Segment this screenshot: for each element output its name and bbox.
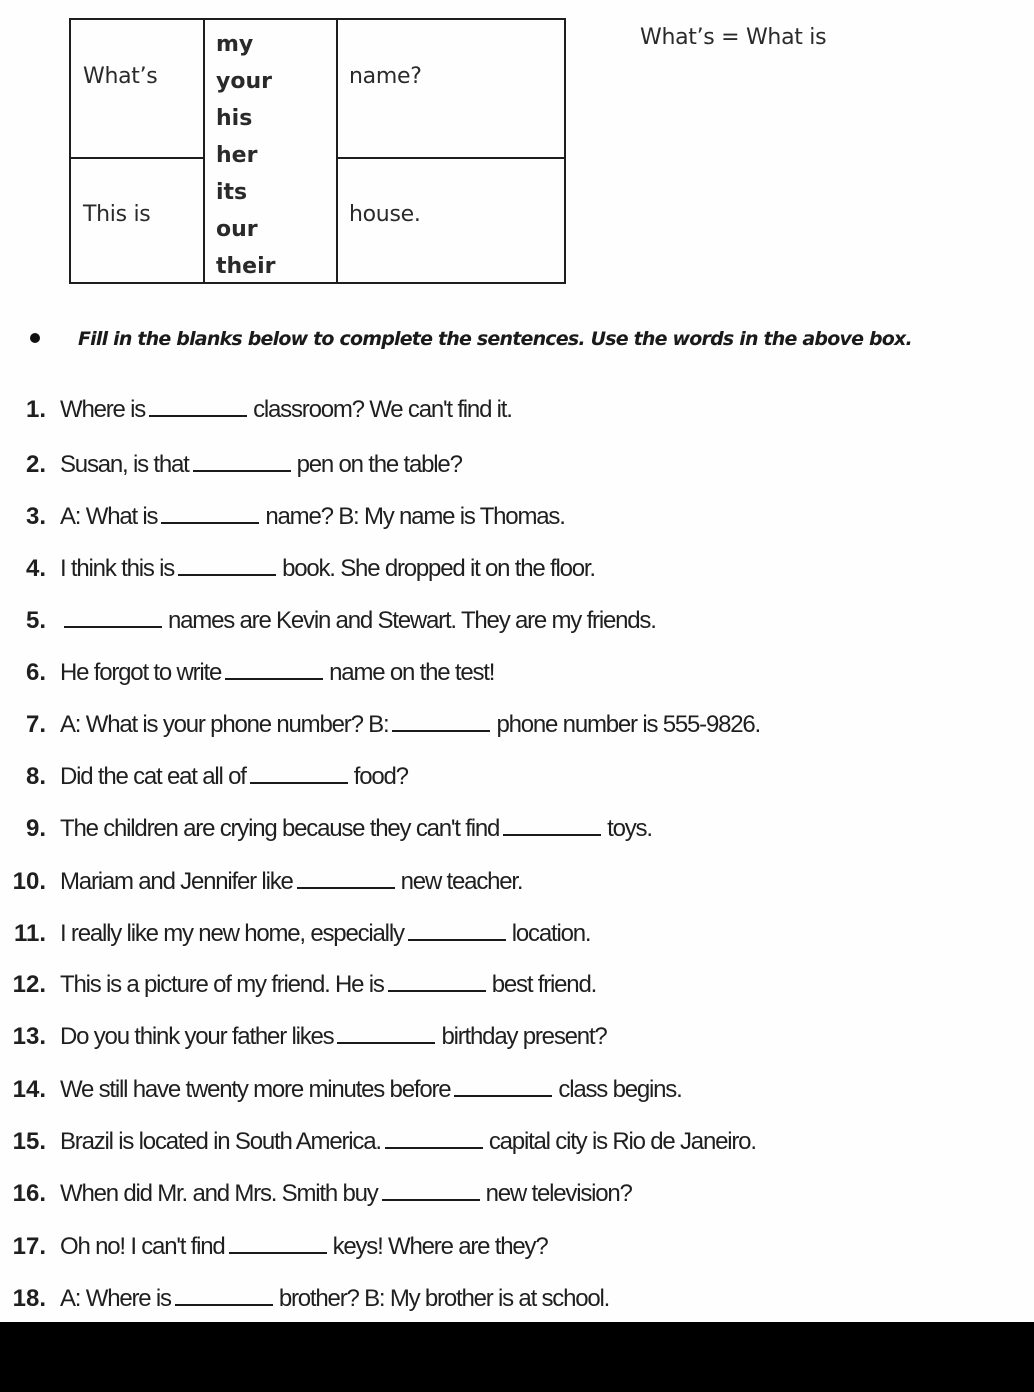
answer-blank[interactable] <box>392 710 490 732</box>
question-item: 7. A: What is your phone number? B: phone number is 555-9826. <box>25 711 761 738</box>
pronoun-his: his <box>216 106 253 131</box>
question-item: 6. He forgot to write name on the test! <box>25 659 495 686</box>
question-item: 4. I think this is book. She dropped it on the floor. <box>25 555 595 582</box>
answer-blank[interactable] <box>454 1075 552 1097</box>
table-divider <box>71 157 203 159</box>
table-divider <box>338 157 564 159</box>
contraction-note: What’s = What is <box>640 25 827 50</box>
answer-blank[interactable] <box>297 867 395 889</box>
pronoun-their: their <box>216 254 276 279</box>
answer-blank[interactable] <box>250 762 348 784</box>
table-cell-house: house. <box>349 202 421 227</box>
answer-blank[interactable] <box>225 658 323 680</box>
pronoun-list <box>216 26 276 285</box>
table-cell-name: name? <box>349 64 422 89</box>
table-divider <box>203 20 205 282</box>
question-item: 10. Mariam and Jennifer like new teacher. <box>12 868 523 895</box>
answer-blank[interactable] <box>178 554 276 576</box>
table-divider <box>336 20 338 282</box>
question-item: 8. Did the cat eat all of food? <box>25 763 408 790</box>
answer-blank[interactable] <box>229 1232 327 1254</box>
bullet-icon <box>30 333 40 343</box>
pronoun-her: her <box>216 143 258 168</box>
instruction <box>30 328 912 350</box>
answer-blank[interactable] <box>64 606 162 628</box>
question-item: 3. A: What is name? B: My name is Thomas. <box>25 503 565 530</box>
pronoun-your: your <box>216 69 272 94</box>
answer-blank[interactable] <box>388 970 486 992</box>
possessive-adjectives-table <box>69 18 566 284</box>
question-item: 2. Susan, is that pen on the table? <box>25 451 462 478</box>
question-item: 11. I really like my new home, especially location. <box>13 920 591 947</box>
question-item: 1. Where is classroom? We can't find it. <box>25 396 512 423</box>
answer-blank[interactable] <box>175 1284 273 1306</box>
answer-blank[interactable] <box>161 502 259 524</box>
answer-blank[interactable] <box>149 395 247 417</box>
instruction-text: Fill in the blanks below to complete the sentences. Use the words in the above box. <box>78 328 912 350</box>
answer-blank[interactable] <box>503 814 601 836</box>
pronoun-its: its <box>216 180 248 205</box>
answer-blank[interactable] <box>193 450 291 472</box>
pronoun-my: my <box>216 32 254 57</box>
answer-blank[interactable] <box>408 919 506 941</box>
question-item: 5. names are Kevin and Stewart. They are my friends. <box>25 607 656 634</box>
question-item: 12. This is a picture of my friend. He is best friend. <box>12 971 597 998</box>
black-bottom-bar <box>0 1322 1034 1392</box>
question-item: 14. We still have twenty more minutes before class begins. <box>12 1076 682 1103</box>
pronoun-our: our <box>216 217 258 242</box>
answer-blank[interactable] <box>337 1022 435 1044</box>
table-cell-this-is: This is <box>83 202 151 227</box>
answer-blank[interactable] <box>385 1127 483 1149</box>
question-item: 15. Brazil is located in South America. capital city is Rio de Janeiro. <box>12 1128 756 1155</box>
question-item: 13. Do you think your father likes birthday present? <box>12 1023 607 1050</box>
question-item: 16. When did Mr. and Mrs. Smith buy new television? <box>12 1180 632 1207</box>
answer-blank[interactable] <box>382 1179 480 1201</box>
question-item: 18. A: Where is brother? B: My brother is at school. <box>12 1285 610 1312</box>
question-item: 9. The children are crying because they can't find toys. <box>25 815 652 842</box>
question-item: 17. Oh no! I can't find keys! Where are they? <box>12 1233 548 1260</box>
table-cell-whats: What’s <box>83 64 158 89</box>
